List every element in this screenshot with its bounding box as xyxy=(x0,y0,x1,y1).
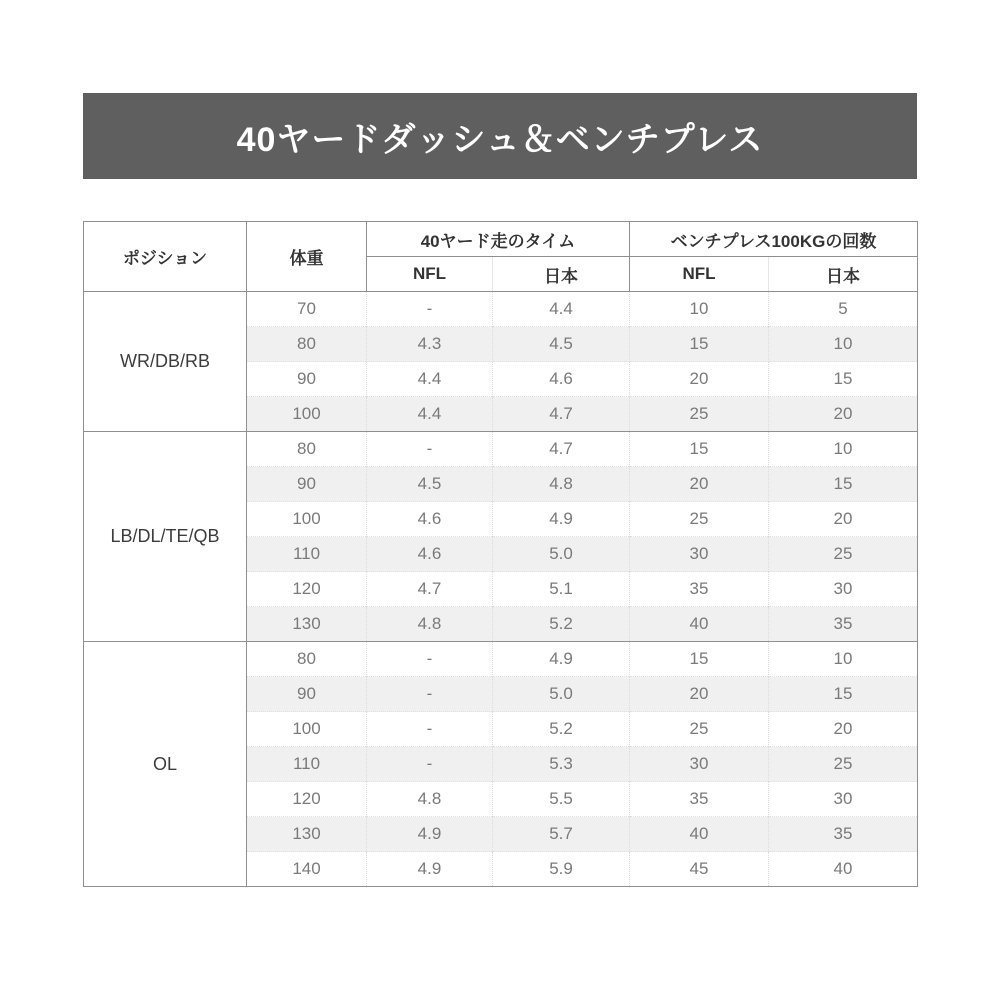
table-cell: 100 xyxy=(247,397,367,432)
table-cell: 4.8 xyxy=(493,467,630,502)
page-title: 40ヤードダッシュ＆ベンチプレス xyxy=(236,120,764,159)
table-cell: 40 xyxy=(769,852,918,887)
table-cell: 90 xyxy=(247,362,367,397)
table-cell: 4.9 xyxy=(493,642,630,677)
table-cell: 10 xyxy=(769,642,918,677)
table-cell: 90 xyxy=(247,677,367,712)
table-cell: 120 xyxy=(247,782,367,817)
col-header-bench-nfl: NFL xyxy=(630,257,769,292)
table-cell: 5 xyxy=(769,292,918,327)
col-header-dash-group: 40ヤード走のタイム xyxy=(367,222,630,257)
table-cell: 4.5 xyxy=(493,327,630,362)
table-cell: 140 xyxy=(247,852,367,887)
table-cell: 100 xyxy=(247,712,367,747)
table-cell: 4.9 xyxy=(493,502,630,537)
table-cell: 90 xyxy=(247,467,367,502)
col-header-dash-nfl: NFL xyxy=(367,257,493,292)
table-cell: 80 xyxy=(247,642,367,677)
table-cell: 35 xyxy=(769,607,918,642)
table-header xyxy=(84,222,918,292)
table-body xyxy=(84,292,918,887)
table-cell: 4.9 xyxy=(367,852,493,887)
table-cell: 20 xyxy=(769,712,918,747)
table-cell: 4.4 xyxy=(367,362,493,397)
table-cell: 30 xyxy=(769,572,918,607)
table-cell: 130 xyxy=(247,817,367,852)
table-cell: 110 xyxy=(247,747,367,782)
table-cell: 4.6 xyxy=(367,502,493,537)
table-cell: 20 xyxy=(630,467,769,502)
table-cell: 35 xyxy=(630,782,769,817)
table-cell: 4.7 xyxy=(493,397,630,432)
table-cell: 4.6 xyxy=(367,537,493,572)
table-cell: 4.9 xyxy=(367,817,493,852)
table-cell: 5.9 xyxy=(493,852,630,887)
table-cell: 4.3 xyxy=(367,327,493,362)
table-cell: 100 xyxy=(247,502,367,537)
table-cell: 80 xyxy=(247,327,367,362)
stats-table xyxy=(83,221,918,887)
position-cell: WR/DB/RB xyxy=(84,292,247,432)
table-cell: 20 xyxy=(769,397,918,432)
table-cell: 5.2 xyxy=(493,712,630,747)
table-cell: 30 xyxy=(630,747,769,782)
table-cell: 15 xyxy=(769,362,918,397)
table-cell: - xyxy=(367,747,493,782)
table-cell: 30 xyxy=(769,782,918,817)
table-cell: 15 xyxy=(630,327,769,362)
table-cell: 40 xyxy=(630,607,769,642)
table-cell: 30 xyxy=(630,537,769,572)
col-header-dash-japan: 日本 xyxy=(493,257,630,292)
table-cell: 5.2 xyxy=(493,607,630,642)
table-cell: 4.4 xyxy=(493,292,630,327)
table-cell: 40 xyxy=(630,817,769,852)
table-cell: 45 xyxy=(630,852,769,887)
table-cell: 25 xyxy=(630,712,769,747)
col-header-bench-japan: 日本 xyxy=(769,257,918,292)
table-cell: 20 xyxy=(630,362,769,397)
header-row-groups xyxy=(84,222,918,257)
position-cell: OL xyxy=(84,642,247,887)
table-cell: 10 xyxy=(769,432,918,467)
table-cell: 25 xyxy=(630,502,769,537)
table-cell: 80 xyxy=(247,432,367,467)
table-cell: 110 xyxy=(247,537,367,572)
table-cell: 15 xyxy=(769,677,918,712)
table-cell: 5.1 xyxy=(493,572,630,607)
table-cell: 20 xyxy=(630,677,769,712)
table-cell: 15 xyxy=(630,642,769,677)
table-cell: 5.5 xyxy=(493,782,630,817)
table-cell: 70 xyxy=(247,292,367,327)
table-cell: 5.7 xyxy=(493,817,630,852)
col-header-weight: 体重 xyxy=(247,222,367,292)
table-cell: - xyxy=(367,642,493,677)
table-cell: - xyxy=(367,677,493,712)
table-cell: 25 xyxy=(769,747,918,782)
table-cell: 5.0 xyxy=(493,677,630,712)
table-cell: 130 xyxy=(247,607,367,642)
table-cell: 10 xyxy=(630,292,769,327)
table-cell: 15 xyxy=(769,467,918,502)
table-cell: 4.5 xyxy=(367,467,493,502)
table-cell: 35 xyxy=(769,817,918,852)
table-row xyxy=(84,292,918,327)
table-cell: 25 xyxy=(769,537,918,572)
table-cell: 4.7 xyxy=(367,572,493,607)
table-cell: 4.7 xyxy=(493,432,630,467)
table-cell: 5.3 xyxy=(493,747,630,782)
col-header-position: ポジション xyxy=(84,222,247,292)
table-cell: - xyxy=(367,432,493,467)
table-cell: 25 xyxy=(630,397,769,432)
table-cell: - xyxy=(367,292,493,327)
col-header-bench-group: ベンチプレス100KGの回数 xyxy=(630,222,918,257)
table-row xyxy=(84,642,918,677)
position-cell: LB/DL/TE/QB xyxy=(84,432,247,642)
table-cell: - xyxy=(367,712,493,747)
table-cell: 20 xyxy=(769,502,918,537)
table-cell: 4.8 xyxy=(367,607,493,642)
table-cell: 5.0 xyxy=(493,537,630,572)
page-content xyxy=(83,0,917,887)
table-row xyxy=(84,432,918,467)
table-cell: 4.6 xyxy=(493,362,630,397)
table-cell: 10 xyxy=(769,327,918,362)
table-cell: 120 xyxy=(247,572,367,607)
table-cell: 4.8 xyxy=(367,782,493,817)
table-cell: 4.4 xyxy=(367,397,493,432)
table-cell: 15 xyxy=(630,432,769,467)
title-banner xyxy=(83,93,917,179)
table-cell: 35 xyxy=(630,572,769,607)
